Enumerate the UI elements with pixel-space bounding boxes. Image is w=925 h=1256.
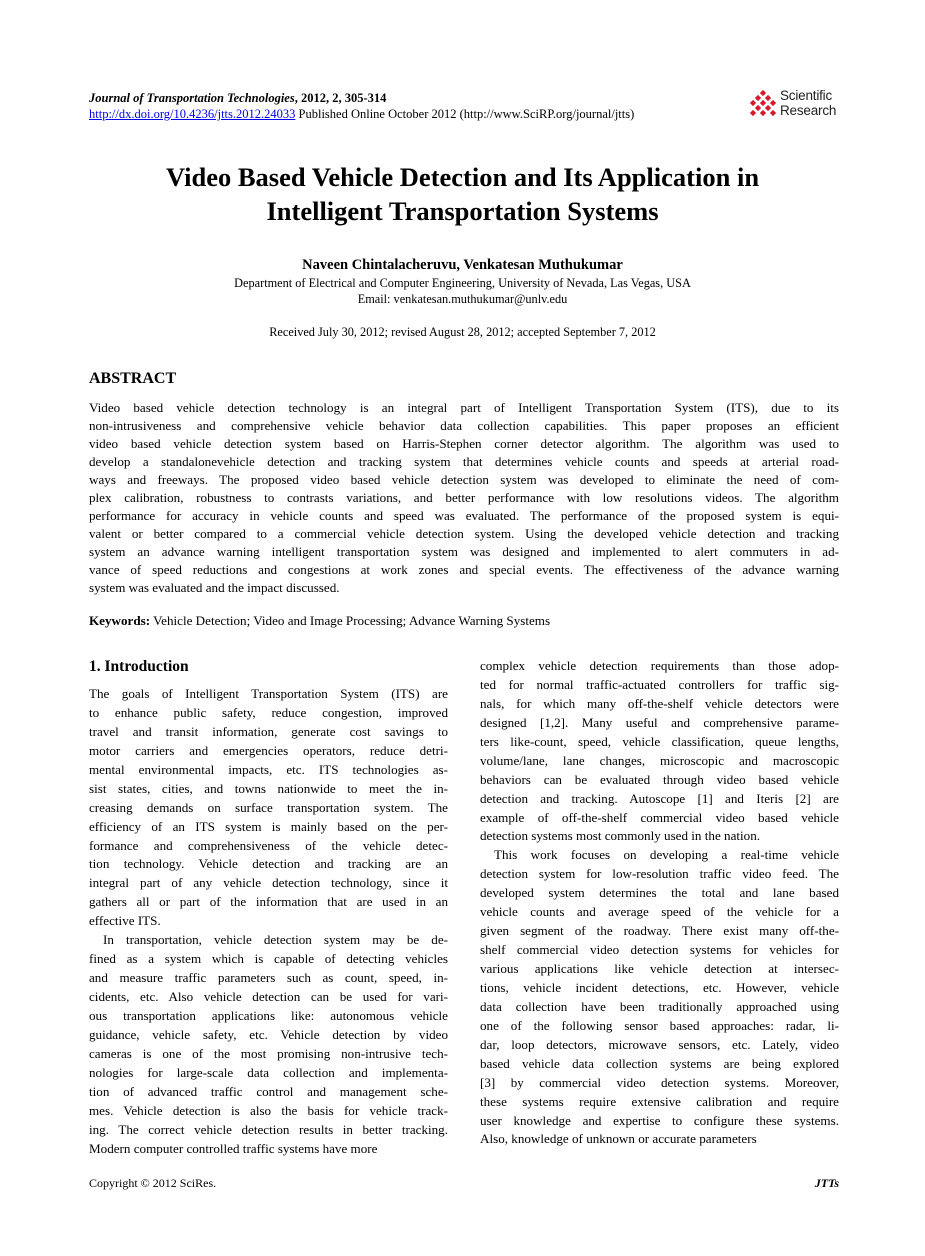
text-line: vance of speed reductions and congestions at work zones and special events. The effectiveness of the advance warning [89,562,839,577]
logo-dot [770,100,776,106]
text-line: nologies for large-scale data collection and implementa- [89,1064,448,1080]
abstract-body [89,399,839,597]
right-column-text [480,657,839,1149]
logo-dot [765,105,771,111]
text-line: ted for normal traffic-actuated controllers for traffic sig- [480,676,839,692]
logo-line-1: Scientific [780,88,833,103]
footer-copyright: Copyright © 2012 SciRes. [89,1176,217,1190]
logo-dot [760,90,766,96]
text-line: Also, knowledge of unknown or accurate parameters [480,1131,757,1147]
title-line-2: Intelligent Transportation Systems [266,196,659,226]
left-column-text [89,685,448,1158]
text-line: to enhance public safety, reduce congestion, improved [89,704,448,720]
text-line: creasing demands on surface transportation system. The [89,799,448,815]
text-line: develop a standalonevehicle detection and tracking system that determines vehicle counts and speeds at arterial road- [89,454,839,469]
text-line: dar, loop detectors, microwave sensors, etc. Lately, video [480,1036,839,1052]
footer-journal-abbr: JTTs [814,1176,839,1190]
doi-link[interactable]: http://dx.doi.org/10.4236/jtts.2012.24033 [89,107,296,121]
author-email: Email: venkatesan.muthukumar@unlv.edu [357,292,568,306]
text-line: detection and tracking. Autoscope [1] and Iteris [2] are [480,790,839,806]
text-line: cameras is one of the most promising non-intrusive tech- [89,1045,448,1061]
text-line: tion technology. Vehicle detection and tracking are an [89,856,448,872]
scientific-research-logo [748,88,848,122]
keywords [89,612,839,630]
logo-dot [750,100,756,106]
received-dates: Received July 30, 2012; revised August 28, 2012; accepted September 7, 2012 [269,325,656,339]
text-line: ways and freeways. The proposed video based vehicle detection system was developed to eliminate the need of com- [89,472,839,487]
text-line: one of the following sensor based approaches: radar, li- [480,1017,839,1033]
logo-dot [760,100,766,106]
text-line: detection system for low-resolution traffic video feed. The [480,866,839,882]
text-line: vehicle counts and average speed of the vehicle for a [480,904,839,920]
author-affiliation [60,275,865,307]
text-line: these systems require extensive calibration and require [480,1093,839,1109]
text-line: travel and transit information, generate cost savings to [89,723,448,739]
text-line: sist states, cities, and towns nationwide to meet the in- [89,780,448,796]
journal-volume-pages: , 2012, 2, 305-314 [294,91,387,105]
title-line-1: Video Based Vehicle Detection and Its Application in [165,162,760,192]
text-line: non-intrusiveness and comprehensive vehicle behavior data collection capabilities. This paper proposes an efficient [89,418,839,433]
keywords-text: Vehicle Detection; Video and Image Processing; Advance Warning Systems [150,613,551,628]
text-line: mes. Vehicle detection is also the basis for vehicle track- [89,1102,448,1118]
logo-dot [765,95,771,101]
paper-title [60,160,865,228]
logo-line-2: Research [780,103,837,118]
logo-dot [750,110,756,116]
text-line: system was evaluated and the impact discussed. [89,580,340,595]
text-line: and measure traffic parameters such as count, speed, in- [89,970,448,986]
text-line: shelf commercial video detection systems for vehicles for [480,942,839,958]
text-line: video based vehicle detection system based on Harris-Stephen corner detector algorithm. The algorithm was used to [89,436,839,451]
text-line: example of off-the-shelf commercial video based vehicle [480,809,839,825]
text-line: tions, vehicle incident detections, etc. However, vehicle [480,979,839,995]
text-line: plex calibration, robustness to contrasts variations, and better performance with low resolutions videos. The algorithm [89,490,839,505]
affiliation-text: Department of Electrical and Computer Engineering, University of Nevada, Las Vegas, USA [234,276,691,290]
publisher-logo-icon [748,90,778,120]
text-line: user knowledge and expertise to configure these systems. [480,1112,839,1128]
author-list: Naveen Chintalacheruvu, Venkatesan Muthukumar [302,257,623,273]
text-line: [3] by commercial video detection systems. Moreover, [480,1074,839,1090]
text-line: data collection have been traditionally approached using [480,998,839,1014]
text-line: detection systems most commonly used in the nation. [480,828,761,844]
text-line: valent or better compared to a commercial vehicle detection system. Using the developed vehicle detection and tracking [89,526,839,541]
text-line: motor carriers and emergencies operators, reduce detri- [89,742,448,758]
logo-dot [760,110,766,116]
text-line: system an advance warning intelligent transportation system was designed and implemented to alert commuters in ad- [89,544,839,559]
text-line: mental environmental impacts, etc. ITS technologies as- [89,761,448,777]
text-line: given segment of the roadway. There exist many off-the- [480,923,839,939]
text-line: Modern computer controlled traffic systems have more [89,1140,378,1156]
logo-dot [755,105,761,111]
text-line: ous transportation applications like: autonomous vehicle [89,1007,448,1023]
text-line: based vehicle data collection systems are being explored [480,1055,839,1071]
keywords-label: Keywords: [89,613,151,628]
text-line: gathers all or part of the information that are used in an [89,894,448,910]
text-line: efficiency of an ITS system is mainly based on the per- [89,818,448,834]
section-heading-introduction: 1. Introduction [89,658,189,675]
text-line: ing. The correct vehicle detection results in better tracking. [89,1121,448,1137]
text-line: The goals of Intelligent Transportation System (ITS) are [89,686,448,701]
logo-dot [755,95,761,101]
text-line: effective ITS. [89,913,161,929]
text-line: behaviors can be evaluated through video based vehicle [480,771,839,787]
text-line: nals, for which many off-the-shelf vehicle detectors were [480,695,839,711]
text-line: In transportation, vehicle detection system may be de- [103,932,448,948]
text-line: performance for accuracy in vehicle counts and speed was evaluated. The performance of the proposed system is equi- [89,508,839,523]
text-line: cidents, etc. Also vehicle detection can be used for vari- [89,989,448,1004]
logo-wordmark [780,88,836,118]
text-line: volume/lane, lane changes, microscopic and macroscopic [480,752,839,768]
text-line: Video based vehicle detection technology is an integral part of Intelligent Transportation System (ITS), due to its [89,400,839,415]
abstract-heading: ABSTRACT [89,370,177,387]
text-line: complex vehicle detection requirements than those adop- [480,658,839,673]
logo-dot [770,110,776,116]
text-line: This work focuses on developing a real-time vehicle [494,847,839,863]
journal-name: Journal of Transportation Technologies [89,91,295,105]
text-line: tion of advanced traffic control and management sche- [89,1083,448,1099]
journal-publication-line [89,106,729,122]
text-line: ters like-count, speed, vehicle classification, queue lengths, [480,733,839,749]
text-line: various applications like vehicle detection at intersec- [480,961,839,976]
text-line: integral part of any vehicle detection technology, since it [89,875,448,891]
text-line: formance and comprehensiveness of the vehicle detec- [89,837,448,853]
journal-header [89,90,729,122]
text-line: fined as a system which is capable of detecting vehicles [89,951,448,967]
text-line: guidance, vehicle safety, etc. Vehicle detection by video [89,1026,448,1042]
text-line: designed [1,2]. Many useful and comprehensive parame- [480,714,839,730]
journal-citation [89,90,729,106]
text-line: developed system determines the total and lane based [480,885,839,901]
published-online: Published Online October 2012 (http://www.SciRP.org/journal/jtts) [295,107,635,121]
